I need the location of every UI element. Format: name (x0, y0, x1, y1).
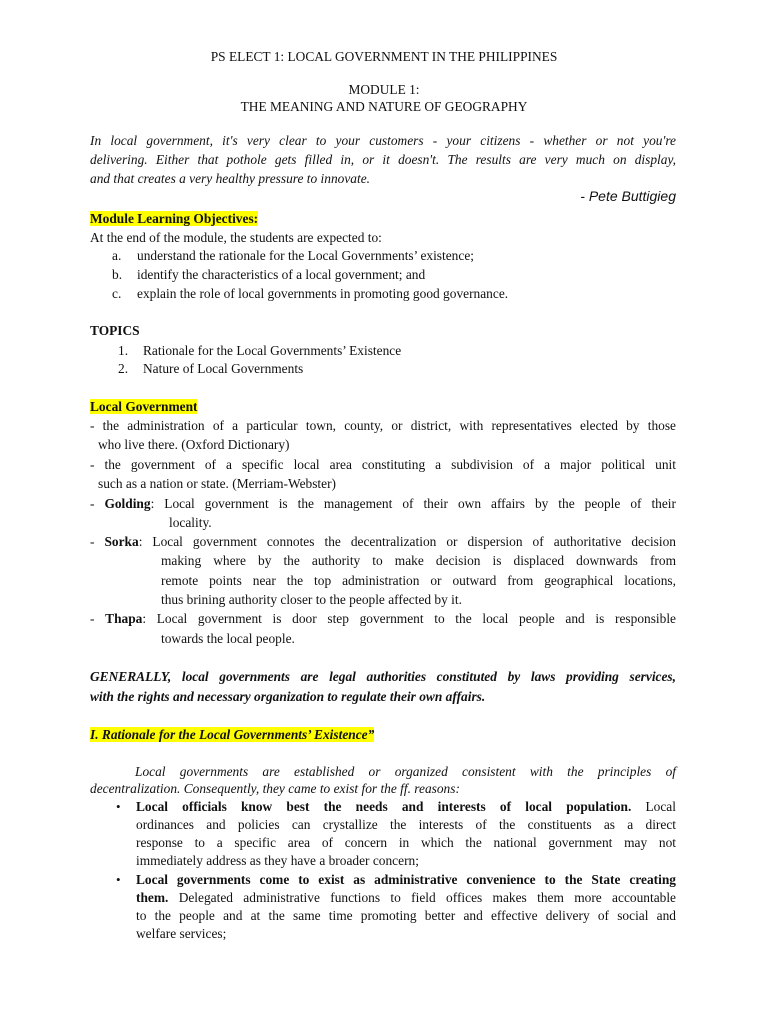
bullet-1-line-2: ordinances and policies can crystallize the interests of the constituents as a direct (136, 817, 676, 832)
topic-marker-1: 1. (118, 343, 129, 358)
bullet-1-rest: Local (631, 799, 676, 814)
golding-line-2: locality. (169, 515, 212, 530)
objective-a: understand the rationale for the Local Governments’ existence; (137, 248, 474, 263)
section-1-heading (90, 726, 374, 744)
objective-c: explain the role of local governments in promoting good governance. (137, 286, 509, 301)
generally-line-1: GENERALLY, local governments are legal authorities constituted by laws providing services, (90, 669, 676, 684)
quote-line-3: and that creates a very healthy pressure to innovate. (90, 171, 371, 186)
definition-merriam-line-2: such as a nation or state. (Merriam-Webster) (98, 476, 337, 491)
local-government-heading-text: Local Government (90, 399, 198, 414)
module-title: THE MEANING AND NATURE OF GEOGRAPHY (240, 99, 528, 114)
objective-marker-c: c. (112, 286, 122, 301)
topic-2: Nature of Local Governments (143, 361, 304, 376)
bullet-1-marker: • (116, 799, 121, 814)
section-1-heading-text: I. Rationale for the Local Governments’ Existence” (90, 727, 375, 742)
thapa-name: Thapa (105, 611, 143, 626)
section-1-intro-line-1: Local governments are established or organized consistent with the principles of (135, 764, 676, 779)
objective-b: identify the characteristics of a local government; and (137, 267, 426, 282)
bullet-2-rest: Delegated administrative functions to field offices makes them more accountable (168, 890, 676, 905)
definition-merriam-line-1: - the government of a specific local area constituting a subdivision of a major political unit (90, 457, 676, 472)
bullet-1-bold: Local officials know best the needs and interests of local population. (136, 799, 632, 814)
sorka-dash: - (90, 534, 105, 549)
section-1-intro-line-2: decentralization. Consequently, they came to exist for the ff. reasons: (90, 781, 460, 796)
objectives-heading-text: Module Learning Objectives: (90, 211, 259, 226)
sorka-line-1 (90, 533, 676, 551)
objective-marker-b: b. (112, 267, 123, 282)
bullet-1-line-3: response to a specific area of concern in which the national government may not (136, 835, 676, 850)
generally-line-2: with the rights and necessary organization to regulate their own affairs. (90, 689, 486, 704)
thapa-line-1 (90, 610, 676, 628)
bullet-2-line-1: Local governments come to exist as administrative convenience to the State creating (136, 872, 676, 887)
bullet-2-line-3: to the people and at the same time promoting better and effective delivery of social and (136, 908, 676, 923)
definition-oxford-line-2: who live there. (Oxford Dictionary) (98, 437, 290, 452)
objective-marker-a: a. (112, 248, 122, 263)
thapa-line-2: towards the local people. (161, 631, 295, 646)
bullet-2-line-4: welfare services; (136, 926, 227, 941)
local-government-heading (90, 398, 197, 416)
course-title: PS ELECT 1: LOCAL GOVERNMENT IN THE PHILIPPINES (210, 49, 558, 64)
objectives-heading (90, 210, 258, 228)
sorka-text: : Local government connotes the decentralization or dispersion of authoritative decision (138, 534, 676, 549)
golding-dash: - (90, 496, 105, 511)
bullet-2-marker: • (116, 872, 121, 887)
quote-line-1: In local government, it's very clear to your customers - your citizens - whether or not you're (90, 133, 676, 148)
topic-marker-2: 2. (118, 361, 129, 376)
module-number: MODULE 1: (348, 82, 420, 97)
definition-oxford-line-1: - the administration of a particular town, county, or district, with representatives elected by those (90, 418, 676, 433)
bullet-1-line-4: immediately address as they have a broader concern; (136, 853, 419, 868)
objectives-intro: At the end of the module, the students are expected to: (90, 230, 382, 245)
quote-author: - Pete Buttigieg (580, 188, 676, 204)
topic-1: Rationale for the Local Governments’ Existence (143, 343, 402, 358)
sorka-name: Sorka (104, 534, 139, 549)
thapa-text: : Local government is door step government to the local people and is responsible (142, 611, 676, 626)
bullet-2-bold-end: them. (136, 890, 169, 905)
sorka-line-3: remote points near the top administration or outward from geographical locations, (161, 573, 676, 588)
bullet-1-line-1 (136, 798, 676, 816)
golding-name: Golding (104, 496, 151, 511)
sorka-line-2: making where by the authority to make decision is displaced downwards from (161, 553, 676, 568)
quote-line-2: delivering. Either that pothole gets filled in, or it doesn't. The results are very much on display, (90, 152, 676, 167)
sorka-line-4: thus brining authority closer to the people affected by it. (161, 592, 462, 607)
bullet-2-line-2 (136, 889, 676, 907)
golding-text: : Local government is the management of their own affairs by the people of their (150, 496, 676, 511)
golding-line-1 (90, 495, 676, 513)
thapa-dash: - (90, 611, 106, 626)
topics-heading: TOPICS (90, 323, 140, 338)
